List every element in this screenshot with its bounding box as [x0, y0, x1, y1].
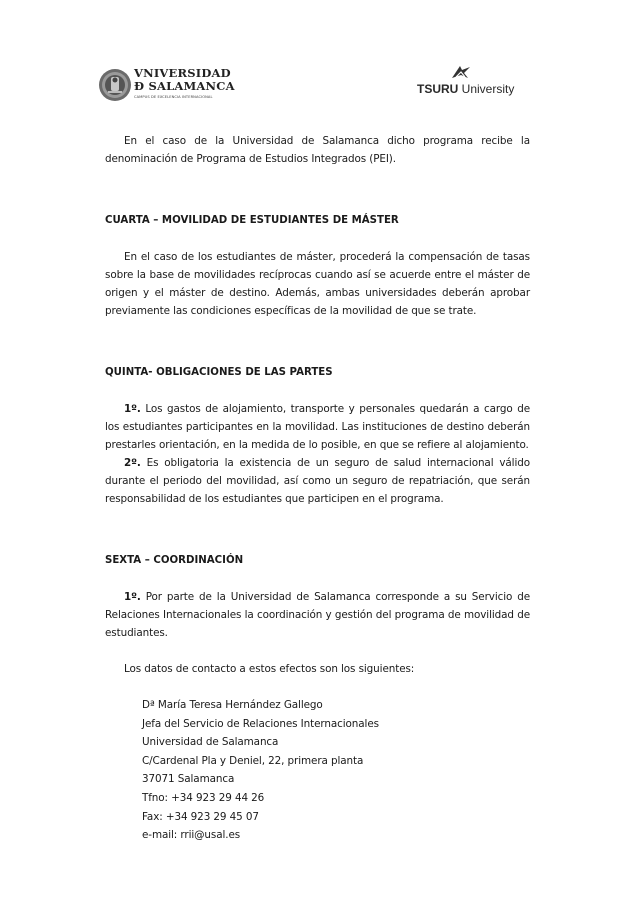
contact-email: e-mail: rrii@usal.es	[142, 829, 241, 842]
contact-phone: Tfno: +34 923 29 44 26	[142, 791, 265, 804]
section-heading-sexta: SEXTA – COORDINACIÓN	[105, 555, 244, 566]
tsuru-university-logo	[412, 64, 515, 98]
contact-address: C/Cardenal Pla y Deniel, 22, primera planta	[142, 754, 364, 767]
item-text: Los gastos de alojamiento, transporte y personales quedarán a cargo de los estudiantes participantes en la movilidad. Las instituciones de destino deberán prestarles orientación, en la medida de lo posible, en que se refiere al alojamiento.	[105, 403, 530, 451]
contact-role: Jefa del Servicio de Relaciones Internacionales	[142, 717, 379, 730]
contact-city: 37071 Salamanca	[142, 773, 235, 786]
tsuru-suffix: University	[458, 82, 515, 96]
university-seal-icon	[98, 68, 132, 102]
contact-intro: Los datos de contacto a estos efectos son los siguientes:	[124, 663, 415, 675]
usal-logo-line1: VNIVERSIDAD	[134, 66, 231, 80]
letterhead	[0, 0, 630, 120]
tsuru-wordmark	[417, 82, 514, 96]
item-number: 2º.	[124, 457, 141, 469]
item-number: 1º.	[124, 591, 141, 603]
usal-logo-line2: Ð SALAMANCA	[134, 79, 235, 93]
crane-icon	[450, 64, 472, 80]
cuarta-paragraph: En el caso de los estudiantes de máster, procederá la compensación de tasas sobre la base de movilidades recíprocas cuando así se acuerde entre el máster de origen y el máster de destino. Además, ambas universidades deberán aprobar previamente las condiciones específicas de la movilidad de que se trate.	[105, 251, 530, 317]
tsuru-brand: TSURU	[417, 82, 459, 96]
section-heading-quinta: QUINTA- OBLIGACIONES DE LAS PARTES	[105, 367, 333, 378]
sexta-item-1	[105, 588, 530, 642]
universidad-de-salamanca-logo	[98, 64, 235, 106]
quinta-item-2	[105, 454, 530, 508]
item-text: Por parte de la Universidad de Salamanca corresponde a su Servicio de Relaciones Internacionales la coordinación y gestión del programa de movilidad de estudiantes.	[105, 591, 530, 639]
section-heading-cuarta: CUARTA – MOVILIDAD DE ESTUDIANTES DE MÁSTER	[105, 215, 399, 226]
contact-block	[142, 696, 530, 845]
usal-logo-tagline: CAMPUS DE EXCELENCIA INTERNACIONAL	[134, 95, 213, 99]
quinta-item-1	[105, 400, 530, 454]
item-number: 1º.	[124, 403, 141, 415]
contact-name: Dª María Teresa Hernández Gallego	[142, 699, 323, 711]
contact-fax: Fax: +34 923 29 45 07	[142, 810, 259, 823]
document-body	[105, 132, 530, 845]
contact-organization: Universidad de Salamanca	[142, 736, 279, 749]
intro-paragraph: En el caso de la Universidad de Salamanca dicho programa recibe la denominación de Programa de Estudios Integrados (PEI).	[105, 135, 530, 165]
item-text: Es obligatoria la existencia de un seguro de salud internacional válido durante el periodo del movilidad, así como un seguro de repatriación, que serán responsabilidad de los estudiantes que participen en el programa.	[105, 457, 530, 505]
